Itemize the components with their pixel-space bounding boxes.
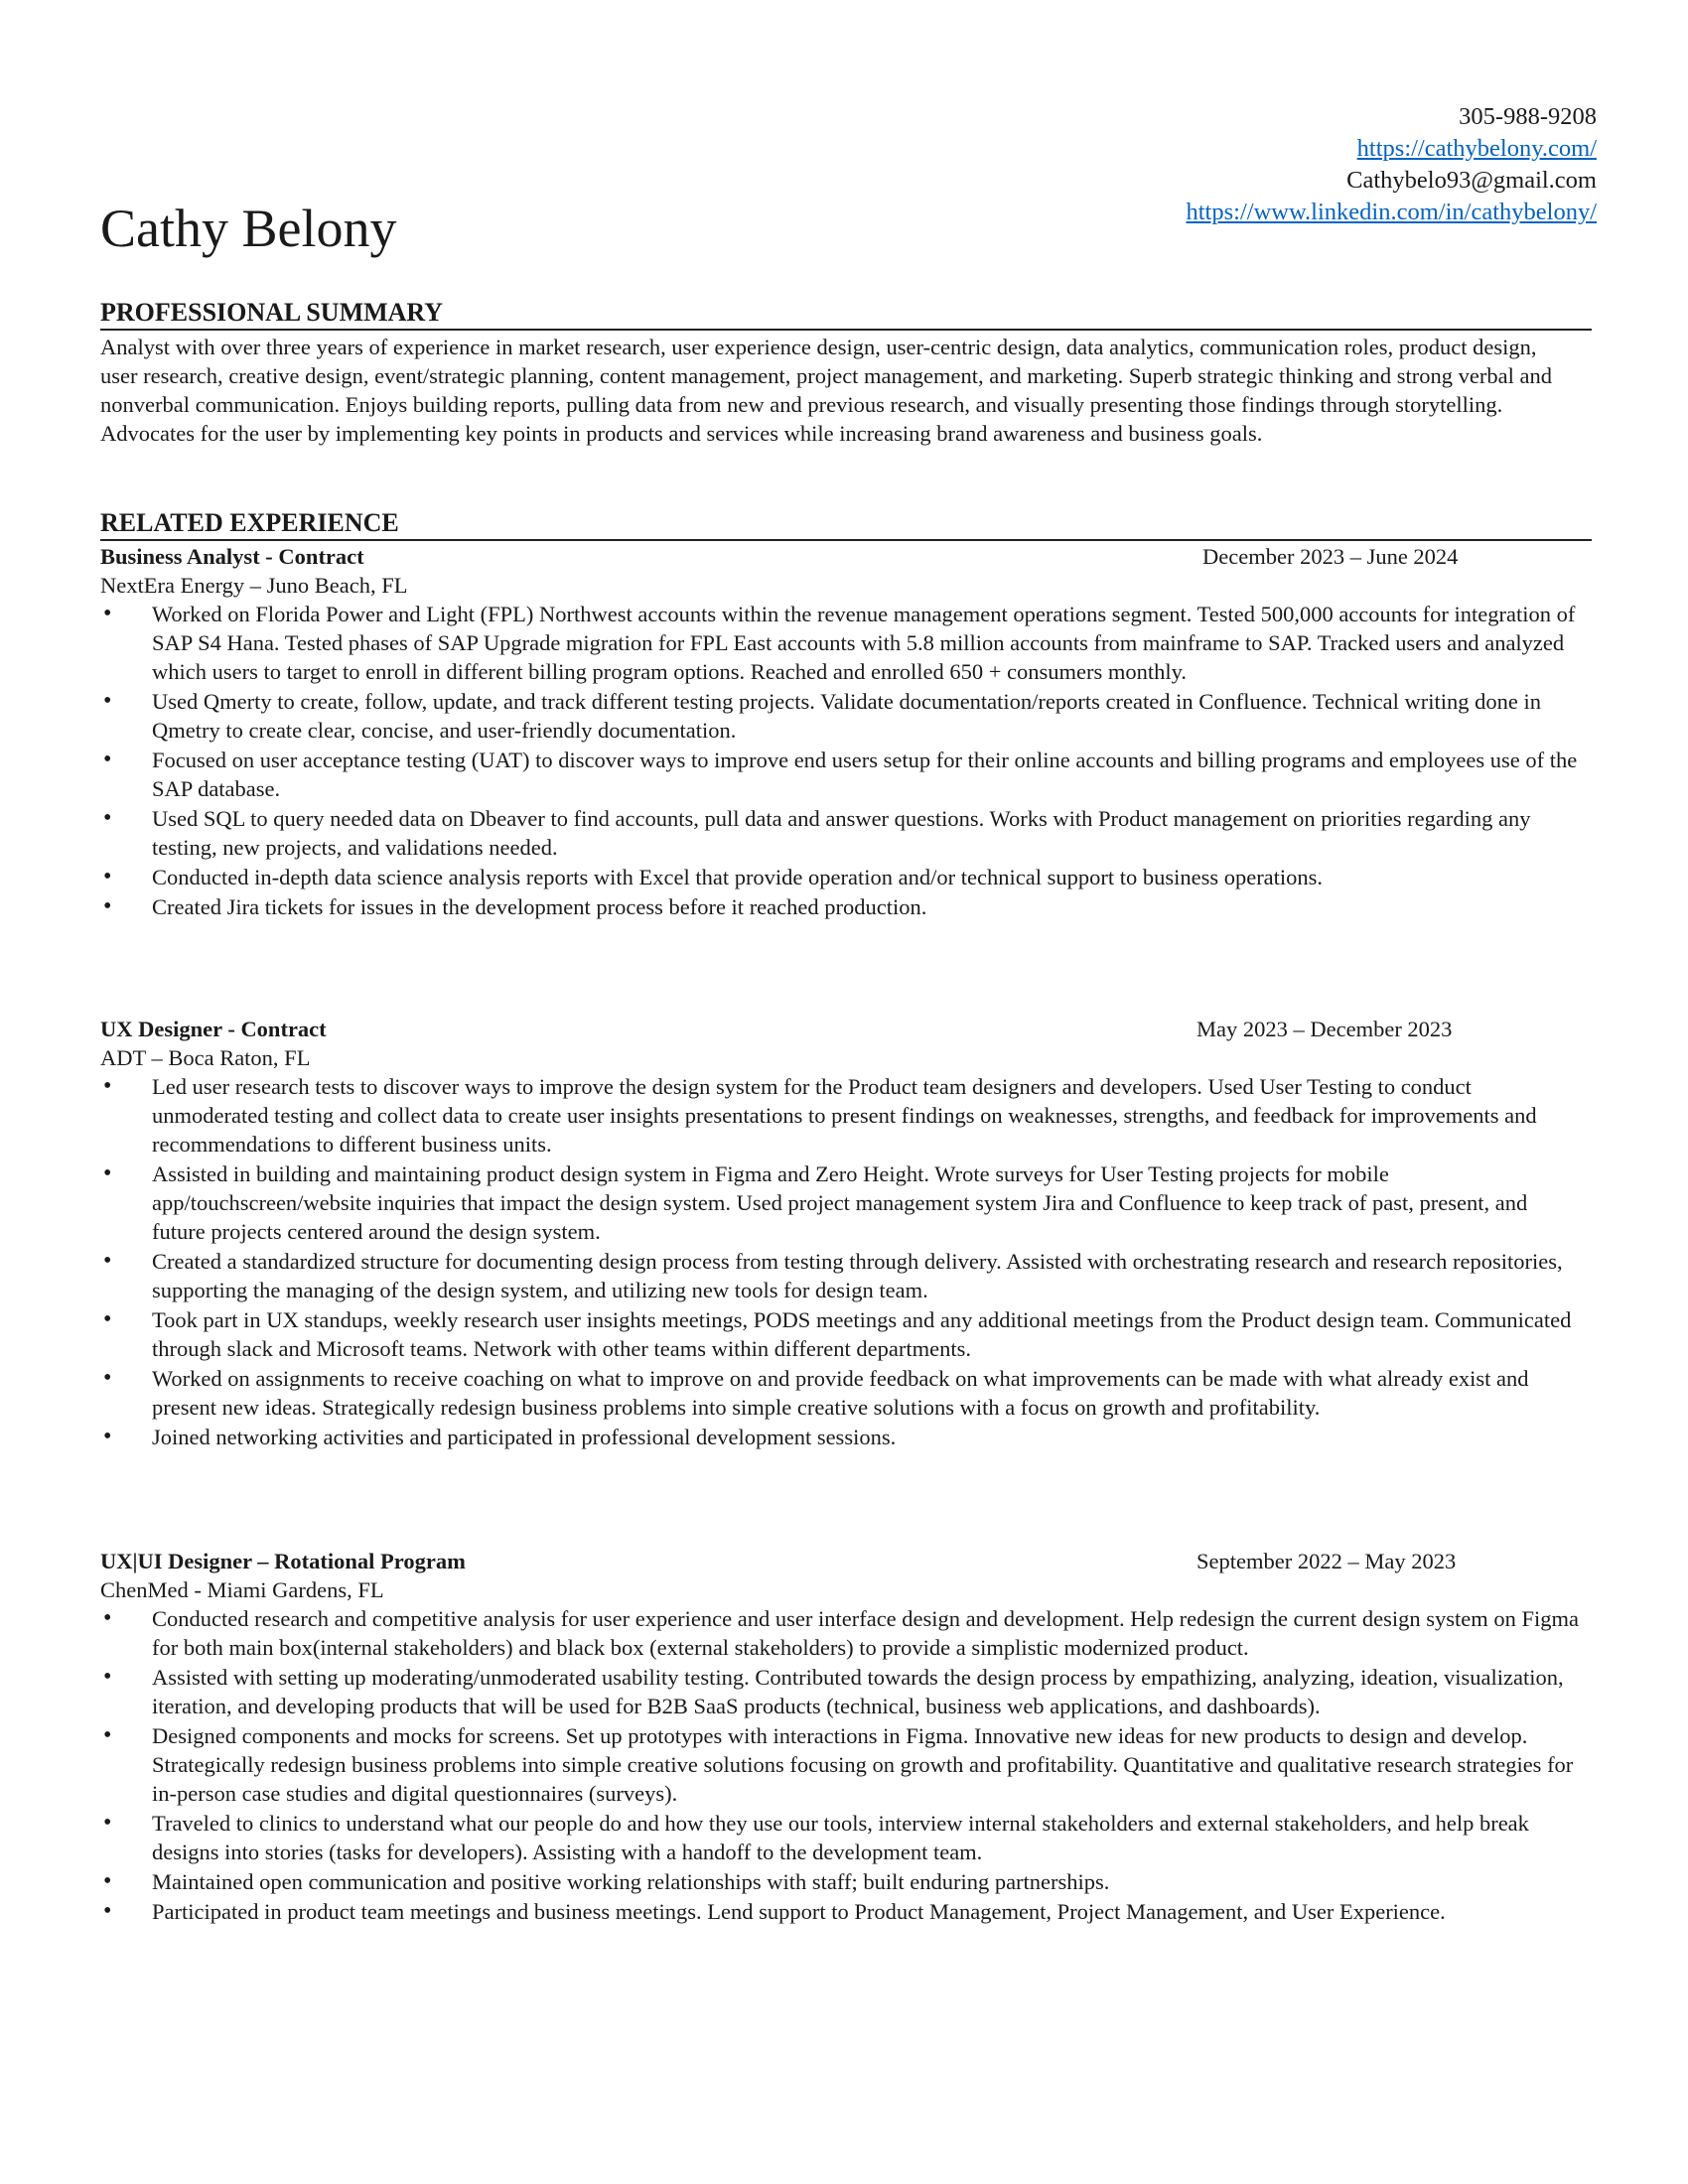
bullet-item: • Conducted research and competitive analysis for user experience and user interface design and development. Help redesign the current design system on Figma for both main box(internal stakeholders) and black box (external stakeholders) to provide a simplistic modernized product. [100, 1604, 1592, 1662]
bullet-item: • Created Jira tickets for issues in the development process before it reached production. [100, 892, 1592, 921]
phone-number: 305-988-9208 [1459, 103, 1597, 130]
job-bullets [100, 1072, 1592, 1451]
bullet-item: • Assisted in building and maintaining product design system in Figma and Zero Height. Wrote surveys for User Testing projects for mobile app/touchscreen/website inquiries that impact the design system. Used project management system Jira and Confluence to keep track of past, present, and future projects centered around the design system. [100, 1160, 1592, 1246]
job-title: Business Analyst - Contract [100, 544, 364, 569]
bullet-item: • Maintained open communication and positive working relationships with staff; built enduring partnerships. [100, 1867, 1592, 1896]
bullet-item: • Designed components and mocks for screens. Set up prototypes with interactions in Figma. Innovative new ideas for new products to design and develop. Strategically redesign business problems into simple creative solutions focusing on growth and profitability. Quantitative and qualitative research strategies for in-person case studies and digital questionnaires (surveys). [100, 1721, 1592, 1808]
job-entry [100, 1015, 1592, 1452]
bullet-item: • Participated in product team meetings and business meetings. Lend support to Product Management, Project Management, and User Experience. [100, 1897, 1592, 1926]
bullet-item: • Used Qmerty to create, follow, update, and track different testing projects. Validate documentation/reports created in Confluence. Technical writing done in Qmetry to create clear, concise, and user-friendly documentation. [100, 687, 1592, 745]
email-address: Cathybelo93@gmail.com [1346, 167, 1597, 194]
bullet-item: • Used SQL to query needed data on Dbeaver to find accounts, pull data and answer questions. Works with Product management on priorities regarding any testing, new projects, and validations needed. [100, 804, 1592, 862]
job-entry [100, 542, 1592, 922]
job-company: ChenMed - Miami Gardens, FL [100, 1577, 384, 1602]
summary-heading: PROFESSIONAL SUMMARY [100, 298, 1592, 331]
job-title: UX Designer - Contract [100, 1017, 327, 1041]
summary-text: Analyst with over three years of experience in market research, user experience design, user-centric design, data analytics, communication roles, product design, user research, creative design, event/strategic planning, content management, project management, and marketing. Superb strategic thinking and strong verbal and nonverbal communication. Enjoys building reports, pulling data from new and previous research, and visually presenting those findings through storytelling. Advocates for the user by implementing key points in products and services while increasing brand awareness and business goals. [100, 335, 1552, 446]
job-dates: December 2023 – June 2024 [1202, 544, 1459, 569]
summary-section [100, 298, 1592, 448]
bullet-item: • Conducted in-depth data science analysis reports with Excel that provide operation and/or technical support to business operations. [100, 863, 1592, 891]
candidate-name: Cathy Belony [100, 199, 397, 258]
bullet-item: • Worked on assignments to receive coaching on what to improve on and provide feedback on what improvements can be made with what already exist and present new ideas. Strategically redesign business problems into simple creative solutions with a focus on growth and profitability. [100, 1364, 1592, 1422]
job-company: NextEra Energy – Juno Beach, FL [100, 573, 408, 598]
job-dates: May 2023 – December 2023 [1196, 1017, 1453, 1041]
bullet-item: • Joined networking activities and participated in professional development sessions. [100, 1423, 1592, 1451]
website-link[interactable]: https://cathybelony.com/ [1356, 135, 1597, 162]
experience-section [100, 508, 1592, 541]
bullet-item: • Created a standardized structure for documenting design process from testing through delivery. Assisted with orchestrating research and research repositories, supporting the managing of the design system, and utilizing new tools for design team. [100, 1247, 1592, 1304]
job-bullets [100, 1604, 1592, 1926]
job-dates: September 2022 – May 2023 [1196, 1549, 1457, 1573]
job-entry [100, 1547, 1592, 1927]
bullet-item: • Worked on Florida Power and Light (FPL) Northwest accounts within the revenue management operations segment. Tested 500,000 accounts for integration of SAP S4 Hana. Tested phases of SAP Upgrade migration for FPL East accounts with 5.8 million accounts from mainframe to SAP. Tracked users and analyzed which users to target to enroll in different billing program options. Reached and enrolled 650 + consumers monthly. [100, 600, 1592, 686]
job-bullets [100, 600, 1592, 921]
job-company: ADT – Boca Raton, FL [100, 1045, 311, 1070]
bullet-item: • Focused on user acceptance testing (UAT) to discover ways to improve end users setup for their online accounts and billing programs and employees use of the SAP database. [100, 746, 1592, 803]
bullet-item: • Traveled to clinics to understand what our people do and how they use our tools, interview internal stakeholders and external stakeholders, and help break designs into stories (tasks for developers). Assisting with a handoff to the development team. [100, 1809, 1592, 1866]
bullet-item: • Took part in UX standups, weekly research user insights meetings, PODS meetings and any additional meetings from the Product design team. Communicated through slack and Microsoft teams. Network with other teams within different departments. [100, 1305, 1592, 1363]
contact-block [1001, 101, 1597, 228]
linkedin-link[interactable]: https://www.linkedin.com/in/cathybelony/ [1186, 199, 1597, 225]
bullet-item: • Assisted with setting up moderating/unmoderated usability testing. Contributed towards the design process by empathizing, analyzing, ideation, visualization, iteration, and developing products that will be used for B2B SaaS products (technical, business web applications, and dashboards). [100, 1663, 1592, 1720]
experience-heading: RELATED EXPERIENCE [100, 508, 1592, 541]
job-title: UX|UI Designer – Rotational Program [100, 1549, 466, 1573]
bullet-item: • Led user research tests to discover ways to improve the design system for the Product team designers and developers. Used User Testing to conduct unmoderated testing and collect data to create user insights presentations to present findings on weaknesses, strengths, and feedback for improvements and recommendations to different business units. [100, 1072, 1592, 1159]
